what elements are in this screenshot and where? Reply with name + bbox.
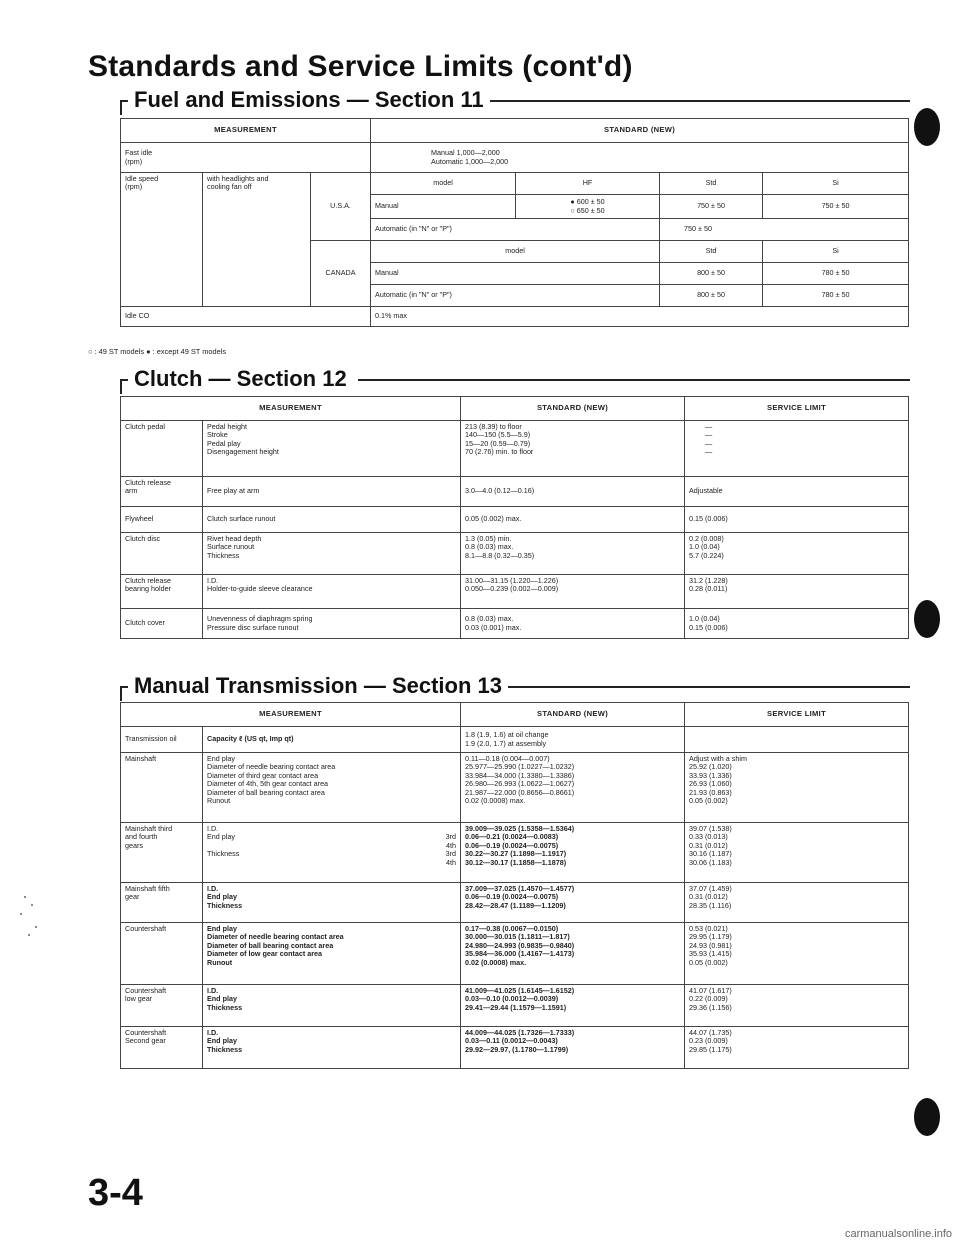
fast-idle-value: Manual 1,000—2,000 Automatic 1,000—2,000 bbox=[371, 143, 909, 173]
can-manual-label: Manual bbox=[371, 263, 660, 285]
header-service-limit: SERVICE LIMIT bbox=[685, 703, 909, 727]
section-heading-manual-transmission: Manual Transmission — Section 13 bbox=[128, 673, 508, 699]
table-row bbox=[121, 923, 909, 985]
fuel-emissions-table bbox=[120, 118, 909, 327]
row-standard: 0.8 (0.03) max. 0.03 (0.001) max. bbox=[461, 609, 685, 639]
section-heading-fuel: Fuel and Emissions — Section 11 bbox=[128, 87, 490, 113]
idle-co-value: 0.1% max bbox=[371, 307, 909, 327]
section-rule bbox=[490, 100, 910, 102]
table-row bbox=[121, 575, 909, 609]
usa-si-header: Si bbox=[763, 173, 909, 195]
row-service-limit: 0.15 (0.006) bbox=[685, 507, 909, 533]
usa-model-header: model bbox=[371, 173, 516, 195]
table-row bbox=[121, 421, 909, 477]
row-service-limit: — — — — bbox=[685, 421, 909, 477]
section-bracket bbox=[120, 379, 122, 394]
row-service-limit: Adjust with a shim 25.92 (1.020) 33.93 (1.336) 26.93 (1.060) 21.93 (0.863) 0.05 (0.002) bbox=[685, 753, 909, 823]
header-service-limit: SERVICE LIMIT bbox=[685, 397, 909, 421]
row-measurement: I.D. End play Thickness bbox=[203, 1027, 461, 1069]
row-item: Countershaft Second gear bbox=[121, 1027, 203, 1069]
binder-hole-mark bbox=[914, 1098, 940, 1136]
table-row bbox=[121, 823, 909, 883]
can-auto-std: 800 ± 50 bbox=[660, 285, 763, 307]
row-service-limit: 44.07 (1.735) 0.23 (0.009) 29.85 (1.175) bbox=[685, 1027, 909, 1069]
can-manual-si: 780 ± 50 bbox=[763, 263, 909, 285]
row-measurement: I.D. End play Thickness bbox=[203, 985, 461, 1027]
usa-std-header: Std bbox=[660, 173, 763, 195]
usa-manual-label: Manual bbox=[371, 195, 516, 219]
row-item: Clutch release bearing holder bbox=[121, 575, 203, 609]
header-standard: STANDARD (NEW) bbox=[461, 703, 685, 727]
table-row bbox=[121, 753, 909, 823]
row-measurement: I.D. Holder-to-guide sleeve clearance bbox=[203, 575, 461, 609]
row-service-limit: 37.07 (1.459) 0.31 (0.012) 28.35 (1.116) bbox=[685, 883, 909, 923]
idle-co-label: Idle CO bbox=[121, 307, 371, 327]
can-auto-si: 780 ± 50 bbox=[763, 285, 909, 307]
usa-manual-si: 750 ± 50 bbox=[763, 195, 909, 219]
usa-manual-hf: ● 600 ± 50 ○ 650 ± 50 bbox=[516, 195, 660, 219]
table-row bbox=[121, 507, 909, 533]
region-usa: U.S.A. bbox=[311, 173, 371, 241]
idle-speed-condition: with headlights and cooling fan off bbox=[203, 173, 311, 307]
can-auto-label: Automatic (in "N" or "P") bbox=[371, 285, 660, 307]
row-item: Countershaft low gear bbox=[121, 985, 203, 1027]
table-row bbox=[121, 609, 909, 639]
row-measurement: I.D. End play Thickness bbox=[203, 823, 421, 883]
row-standard: 1.8 (1.9, 1.6) at oil change 1.9 (2.0, 1.7) at assembly bbox=[461, 727, 685, 753]
row-item: Mainshaft fifth gear bbox=[121, 883, 203, 923]
row-standard: 41.009—41.025 (1.6145—1.6152) 0.03—0.10 (0.0012—0.0039) 29.41—29.44 (1.1579—1.1591) bbox=[461, 985, 685, 1027]
row-standard: 31.00—31.15 (1.220—1.226) 0.050—0.239 (0.002—0.009) bbox=[461, 575, 685, 609]
row-service-limit: 31.2 (1.228) 0.28 (0.011) bbox=[685, 575, 909, 609]
watermark: carmanualsonline.info bbox=[844, 1228, 952, 1240]
row-measurement: Pedal height Stroke Pedal play Disengagement height bbox=[203, 421, 461, 477]
row-measurement: Clutch surface runout bbox=[203, 507, 461, 533]
page-title: Standards and Service Limits (cont'd) bbox=[88, 50, 633, 83]
header-measurement: MEASUREMENT bbox=[121, 119, 371, 143]
header-measurement: MEASUREMENT bbox=[121, 703, 461, 727]
scan-speckle bbox=[28, 934, 30, 936]
table-row bbox=[121, 1027, 909, 1069]
row-item: Mainshaft bbox=[121, 753, 203, 823]
section-rule bbox=[506, 686, 910, 688]
footnote: ○ : 49 ST models ● : except 49 ST models bbox=[88, 347, 227, 356]
table-row bbox=[121, 883, 909, 923]
idle-speed-label: Idle speed (rpm) bbox=[121, 173, 203, 307]
row-measurement: Free play at arm bbox=[203, 477, 461, 507]
row-measurement: Capacity ℓ (US qt, Imp qt) bbox=[203, 727, 461, 753]
binder-hole-mark bbox=[914, 108, 940, 146]
row-standard: 39.009—39.025 (1.5358—1.5364) 0.06—0.21 (0.0024—0.0083) 0.06—0.19 (0.0024—0.0075) 30.22—30.27 (1.1898—1.1917) 30.12—30.17 (1.1858—1.1878) bbox=[461, 823, 685, 883]
row-service-limit: 0.53 (0.021) 29.95 (1.179) 24.93 (0.981) 35.93 (1.415) 0.05 (0.002) bbox=[685, 923, 909, 985]
row-service-limit: Adjustable bbox=[685, 477, 909, 507]
can-model-header: model bbox=[371, 241, 660, 263]
row-service-limit: 39.07 (1.538) 0.33 (0.013) 0.31 (0.012) 30.16 (1.187) 30.06 (1.183) bbox=[685, 823, 909, 883]
row-service-limit: 0.2 (0.008) 1.0 (0.04) 5.7 (0.224) bbox=[685, 533, 909, 575]
scan-speckle bbox=[20, 913, 22, 915]
page-number: 3-4 bbox=[88, 1172, 143, 1214]
row-item: Mainshaft third and fourth gears bbox=[121, 823, 203, 883]
usa-hf-header: HF bbox=[516, 173, 660, 195]
usa-auto-label: Automatic (in "N" or "P") bbox=[371, 219, 660, 241]
table-row bbox=[121, 985, 909, 1027]
row-standard: 1.3 (0.05) min. 0.8 (0.03) max. 8.1—8.8 (0.32—0.35) bbox=[461, 533, 685, 575]
header-measurement: MEASUREMENT bbox=[121, 397, 461, 421]
table-row bbox=[121, 727, 909, 753]
scan-speckle bbox=[24, 896, 26, 898]
section-bracket bbox=[120, 100, 122, 115]
row-standard: 3.0—4.0 (0.12—0.16) bbox=[461, 477, 685, 507]
row-standard: 0.05 (0.002) max. bbox=[461, 507, 685, 533]
section-bracket bbox=[120, 686, 122, 701]
row-item: Clutch cover bbox=[121, 609, 203, 639]
clutch-table bbox=[120, 396, 909, 639]
row-item: Countershaft bbox=[121, 923, 203, 985]
can-manual-std: 800 ± 50 bbox=[660, 263, 763, 285]
row-gear-sub: 3rd 4th 3rd 4th bbox=[421, 823, 461, 883]
row-item: Clutch pedal bbox=[121, 421, 203, 477]
row-standard: 0.11—0.18 (0.004—0.007) 25.977—25.990 (1.0227—1.0232) 33.984—34.000 (1.3380—1.3386) 26.980—26.993 (1.0622—1.0627) 21.987—22.000 (0.8656—0.8661) 0.02 (0.0008) max. bbox=[461, 753, 685, 823]
usa-manual-std: 750 ± 50 bbox=[660, 195, 763, 219]
row-standard: 213 (8.39) to floor 140—150 (5.5—5.9) 15—20 (0.59—0.79) 70 (2.76) min. to floor bbox=[461, 421, 685, 477]
header-standard: STANDARD (NEW) bbox=[371, 119, 909, 143]
row-item: Clutch disc bbox=[121, 533, 203, 575]
row-measurement: End play Diameter of needle bearing contact area Diameter of third gear contact area Diameter of 4th, 5th gear contact area Diameter of ball bearing contact area Runout bbox=[203, 753, 461, 823]
row-item: Flywheel bbox=[121, 507, 203, 533]
can-std-header: Std bbox=[660, 241, 763, 263]
row-service-limit bbox=[685, 727, 909, 753]
row-measurement: Unevenness of diaphragm spring Pressure disc surface runout bbox=[203, 609, 461, 639]
row-standard: 37.009—37.025 (1.4570—1.4577) 0.06—0.19 (0.0024—0.0075) 28.42—28.47 (1.1189—1.1209) bbox=[461, 883, 685, 923]
row-measurement: Rivet head depth Surface runout Thickness bbox=[203, 533, 461, 575]
header-standard: STANDARD (NEW) bbox=[461, 397, 685, 421]
table-row bbox=[121, 477, 909, 507]
row-service-limit: 41.07 (1.617) 0.22 (0.009) 29.36 (1.156) bbox=[685, 985, 909, 1027]
fast-idle-label: Fast idle (rpm) bbox=[121, 143, 371, 173]
usa-auto-value: 750 ± 50 bbox=[660, 219, 909, 241]
manual-transmission-table bbox=[120, 702, 909, 1069]
row-measurement: I.D. End play Thickness bbox=[203, 883, 461, 923]
scan-speckle bbox=[35, 926, 37, 928]
row-standard: 44.009—44.025 (1.7326—1.7333) 0.03—0.11 (0.0012—0.0043) 29.92—29.97, (1.1780—1.1799) bbox=[461, 1027, 685, 1069]
row-item: Transmission oil bbox=[121, 727, 203, 753]
section-heading-clutch: Clutch — Section 12 bbox=[128, 366, 353, 392]
row-measurement: End play Diameter of needle bearing contact area Diameter of ball bearing contact area Diameter of low gear contact area Runout bbox=[203, 923, 461, 985]
can-si-header: Si bbox=[763, 241, 909, 263]
table-row bbox=[121, 533, 909, 575]
row-standard: 0.17—0.38 (0.0067—0.0150) 30.000—30.015 (1.1811—1.817) 24.980—24.993 (0.9835—0.9840) 35.984—36.000 (1.4167—1.4173) 0.02 (0.0008) max. bbox=[461, 923, 685, 985]
binder-hole-mark bbox=[914, 600, 940, 638]
region-canada: CANADA bbox=[311, 241, 371, 307]
row-service-limit: 1.0 (0.04) 0.15 (0.006) bbox=[685, 609, 909, 639]
scan-speckle bbox=[31, 904, 33, 906]
section-rule bbox=[358, 379, 910, 381]
row-item: Clutch release arm bbox=[121, 477, 203, 507]
